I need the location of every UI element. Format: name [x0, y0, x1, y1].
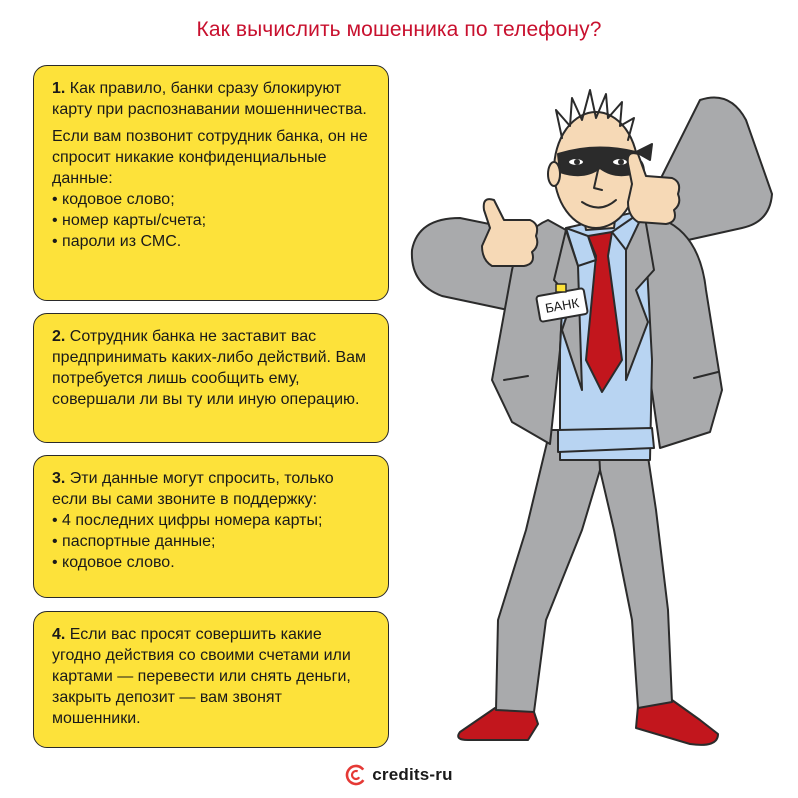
list-item: • кодовое слово; — [52, 189, 372, 210]
left-thumbs-up-hand — [482, 199, 537, 266]
list-item: • кодовое слово. — [52, 552, 372, 573]
tip-1-number: 1. — [52, 80, 66, 97]
tip-3-list — [52, 510, 372, 573]
page-title: Как вычислить мошенника по телефону? — [196, 18, 602, 41]
tip-1-list — [52, 189, 372, 252]
brand-name: credits-ru — [372, 765, 453, 784]
tip-3-number: 3. — [52, 470, 66, 487]
tip-3-intro — [52, 468, 372, 510]
tip-card-3 — [33, 455, 389, 598]
tip-2-intro — [52, 326, 372, 410]
list-item: • паспортные данные; — [52, 531, 372, 552]
list-item: • 4 последних цифры номера карты; — [52, 510, 372, 531]
fraudster-illustration — [400, 60, 798, 760]
tip-2-intro-text: Сотрудник банка не заставит вас предпринимать каких-либо действий. Вам потребуется лишь сообщить ему, совершали ли вы ту или иную операцию. — [52, 328, 367, 408]
bank-badge-text: БАНК — [544, 295, 581, 316]
tip-4-number: 4. — [52, 626, 66, 643]
tip-4-intro-text: Если вас просят совершить какие угодно действия со своими счетами или картами — перевести или снять деньги, закрыть депозит — вам звонят мошенники. — [52, 626, 351, 727]
tip-1-paragraph: Если вам позвонит сотрудник банка, он не спросит никакие конфиденциальные данные: — [52, 128, 368, 187]
tip-card-4 — [33, 611, 389, 748]
tip-3-intro-text: Эти данные могут спросить, только если вы сами звоните в поддержку: — [52, 470, 334, 508]
brand-logo — [0, 764, 798, 786]
tip-1-intro-text: Как правило, банки сразу блокируют карту при распознавании мошенничества. — [52, 80, 367, 118]
tip-4-intro — [52, 624, 372, 729]
credits-logo-icon — [345, 764, 367, 786]
tip-2-number: 2. — [52, 328, 66, 345]
list-item: • номер карты/счета; — [52, 210, 372, 231]
list-item: • пароли из СМС. — [52, 231, 372, 252]
tip-card-2 — [33, 313, 389, 443]
trousers — [496, 430, 672, 712]
tip-card-1 — [33, 65, 389, 301]
tip-1-intro — [52, 78, 372, 120]
